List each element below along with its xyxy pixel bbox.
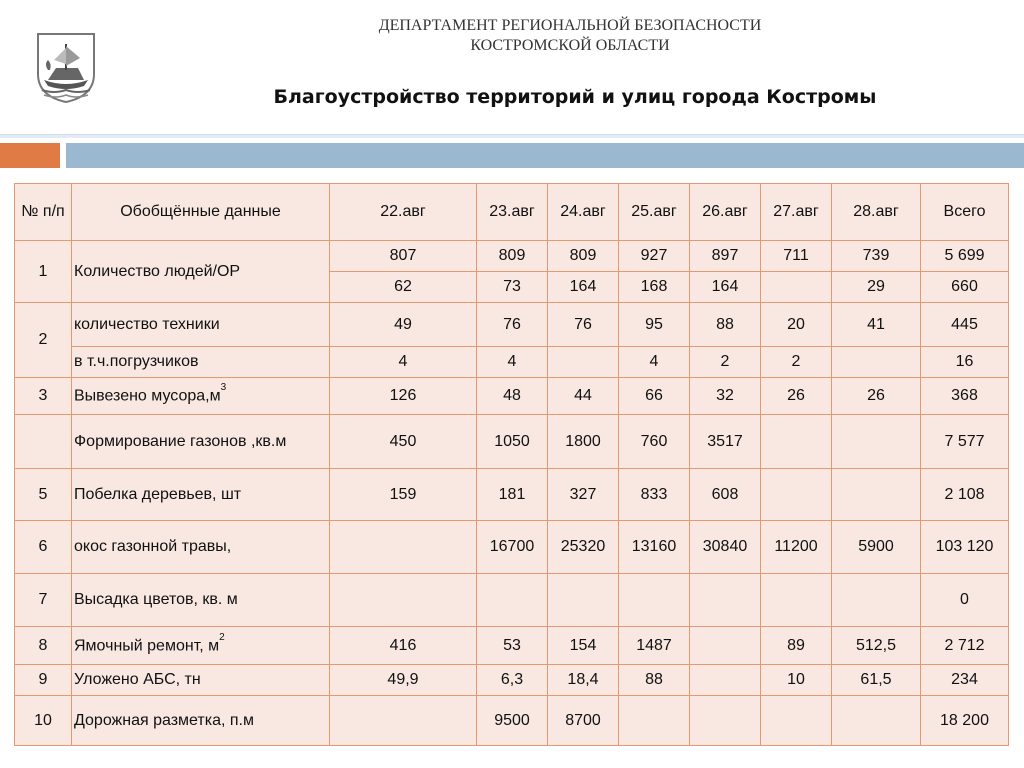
row-label [72, 378, 330, 415]
value-cell [832, 574, 921, 627]
value-cell [690, 627, 761, 665]
data-table [14, 183, 1009, 746]
row-number [15, 415, 72, 469]
row-label-text: Ямочный ремонт, м [74, 637, 220, 655]
value-cell: 5900 [832, 521, 921, 574]
table-row [15, 241, 1009, 272]
value-cell: 95 [619, 303, 690, 347]
row-label-text: Дорожная разметка, п.м [74, 711, 254, 729]
header-cell: Всего [921, 184, 1009, 241]
header-panel [0, 0, 1024, 135]
value-cell [761, 469, 832, 521]
value-cell: 16 [921, 347, 1009, 378]
value-cell [619, 696, 690, 746]
table-header-row [15, 184, 1009, 241]
header-band [0, 0, 1024, 138]
value-cell: 18,4 [548, 665, 619, 696]
row-label [72, 241, 330, 303]
value-cell [761, 415, 832, 469]
value-cell: 154 [548, 627, 619, 665]
value-cell: 807 [330, 241, 477, 272]
value-cell: 66 [619, 378, 690, 415]
row-label-text: Высадка цветов, кв. м [74, 591, 238, 608]
row-number: 5 [15, 469, 72, 521]
value-cell: 32 [690, 378, 761, 415]
row-number: 10 [15, 696, 72, 746]
value-cell: 126 [330, 378, 477, 415]
row-label-text: Побелка деревьев, шт [74, 485, 242, 503]
value-cell: 711 [761, 241, 832, 272]
value-cell: 833 [619, 469, 690, 521]
header-cell: 26.авг [690, 184, 761, 241]
value-cell: 6,3 [477, 665, 548, 696]
value-cell: 49 [330, 303, 477, 347]
value-cell [690, 696, 761, 746]
table-row [15, 627, 1009, 665]
value-cell: 445 [921, 303, 1009, 347]
value-cell: 416 [330, 627, 477, 665]
row-label [72, 469, 330, 521]
row-number: 3 [15, 378, 72, 415]
value-cell: 89 [761, 627, 832, 665]
value-cell: 809 [548, 241, 619, 272]
value-cell: 1050 [477, 415, 548, 469]
value-cell: 7 577 [921, 415, 1009, 469]
value-cell: 739 [832, 241, 921, 272]
table-body [15, 184, 1009, 746]
row-label-text: окос газонной травы, [74, 538, 232, 555]
value-cell: 8700 [548, 696, 619, 746]
row-number: 1 [15, 241, 72, 303]
row-label [72, 303, 330, 347]
value-cell [761, 272, 832, 303]
value-cell: 41 [832, 303, 921, 347]
value-cell [832, 347, 921, 378]
value-cell: 234 [921, 665, 1009, 696]
header-cell: Обобщённые данные [72, 184, 330, 241]
value-cell: 168 [619, 272, 690, 303]
row-number: 8 [15, 627, 72, 665]
value-cell: 62 [330, 272, 477, 303]
value-cell: 29 [832, 272, 921, 303]
value-cell: 2 [690, 347, 761, 378]
value-cell: 30840 [690, 521, 761, 574]
table-row [15, 469, 1009, 521]
row-label-text: количество техники [74, 315, 220, 333]
table-row [15, 574, 1009, 627]
value-cell: 2 712 [921, 627, 1009, 665]
table-row [15, 303, 1009, 347]
value-cell: 25320 [548, 521, 619, 574]
value-cell: 159 [330, 469, 477, 521]
value-cell: 48 [477, 378, 548, 415]
header-cell: 22.авг [330, 184, 477, 241]
value-cell: 26 [761, 378, 832, 415]
unit-superscript: 3 [220, 382, 227, 394]
value-cell: 327 [548, 469, 619, 521]
value-cell [832, 696, 921, 746]
value-cell: 18 200 [921, 696, 1009, 746]
value-cell: 897 [690, 241, 761, 272]
value-cell: 660 [921, 272, 1009, 303]
unit-superscript: 2 [219, 631, 225, 643]
value-cell: 20 [761, 303, 832, 347]
value-cell: 88 [690, 303, 761, 347]
value-cell: 44 [548, 378, 619, 415]
value-cell [761, 696, 832, 746]
department-name [260, 16, 880, 56]
department-line-2: КОСТРОМСКОЙ ОБЛАСТИ [470, 37, 670, 54]
value-cell: 4 [619, 347, 690, 378]
value-cell: 450 [330, 415, 477, 469]
table-row [15, 696, 1009, 746]
value-cell: 2 108 [921, 469, 1009, 521]
header-cell: 27.авг [761, 184, 832, 241]
row-label [72, 347, 330, 378]
value-cell: 5 699 [921, 241, 1009, 272]
value-cell [690, 574, 761, 627]
value-cell [477, 574, 548, 627]
accent-bar-blue [66, 143, 1024, 168]
value-cell: 4 [477, 347, 548, 378]
accent-bar-orange [0, 143, 60, 168]
value-cell [330, 696, 477, 746]
value-cell: 2 [761, 347, 832, 378]
value-cell: 512,5 [832, 627, 921, 665]
header-cell-number: № п/п [15, 184, 72, 241]
value-cell [690, 665, 761, 696]
row-label-text: Вывезено мусора,м [74, 387, 221, 405]
row-number: 2 [15, 303, 72, 378]
value-cell [548, 574, 619, 627]
value-cell: 4 [330, 347, 477, 378]
row-number: 6 [15, 521, 72, 574]
row-label [72, 574, 330, 627]
value-cell [832, 415, 921, 469]
row-number: 9 [15, 665, 72, 696]
row-label [72, 696, 330, 746]
value-cell: 9500 [477, 696, 548, 746]
value-cell: 49,9 [330, 665, 477, 696]
table-row [15, 521, 1009, 574]
value-cell [548, 347, 619, 378]
value-cell: 61,5 [832, 665, 921, 696]
row-label-text: в т.ч.погрузчиков [74, 353, 199, 370]
value-cell: 76 [477, 303, 548, 347]
header-cell: 25.авг [619, 184, 690, 241]
value-cell: 809 [477, 241, 548, 272]
value-cell: 88 [619, 665, 690, 696]
header-cell: 28.авг [832, 184, 921, 241]
table-row [15, 347, 1009, 378]
value-cell: 1487 [619, 627, 690, 665]
department-line-1: ДЕПАРТАМЕНТ РЕГИОНАЛЬНОЙ БЕЗОПАСНОСТИ [378, 17, 762, 34]
value-cell [761, 574, 832, 627]
row-label-text: Формирование газонов ,кв.м [74, 432, 287, 450]
table-row [15, 378, 1009, 415]
value-cell: 164 [690, 272, 761, 303]
page-title: Благоустройство территорий и улиц города Костромы [273, 86, 877, 108]
row-label [72, 521, 330, 574]
value-cell: 53 [477, 627, 548, 665]
row-label [72, 627, 330, 665]
value-cell: 164 [548, 272, 619, 303]
value-cell: 10 [761, 665, 832, 696]
kostroma-coat-of-arms-icon [34, 30, 98, 104]
value-cell: 13160 [619, 521, 690, 574]
value-cell: 368 [921, 378, 1009, 415]
value-cell: 26 [832, 378, 921, 415]
value-cell [330, 521, 477, 574]
value-cell: 16700 [477, 521, 548, 574]
value-cell [330, 574, 477, 627]
value-cell: 608 [690, 469, 761, 521]
row-number: 7 [15, 574, 72, 627]
row-label-text: Количество людей/ОР [74, 262, 241, 280]
value-cell [619, 574, 690, 627]
value-cell: 11200 [761, 521, 832, 574]
value-cell: 927 [619, 241, 690, 272]
row-label [72, 415, 330, 469]
row-label-text: Уложено АБС, тн [74, 671, 201, 688]
header-cell: 24.авг [548, 184, 619, 241]
value-cell [832, 469, 921, 521]
value-cell: 181 [477, 469, 548, 521]
table-row [15, 415, 1009, 469]
value-cell: 73 [477, 272, 548, 303]
header-cell: 23.авг [477, 184, 548, 241]
table-row [15, 665, 1009, 696]
value-cell: 760 [619, 415, 690, 469]
value-cell: 103 120 [921, 521, 1009, 574]
data-table-container [14, 183, 1008, 746]
value-cell: 3517 [690, 415, 761, 469]
value-cell: 1800 [548, 415, 619, 469]
value-cell: 76 [548, 303, 619, 347]
row-label [72, 665, 330, 696]
value-cell: 0 [921, 574, 1009, 627]
